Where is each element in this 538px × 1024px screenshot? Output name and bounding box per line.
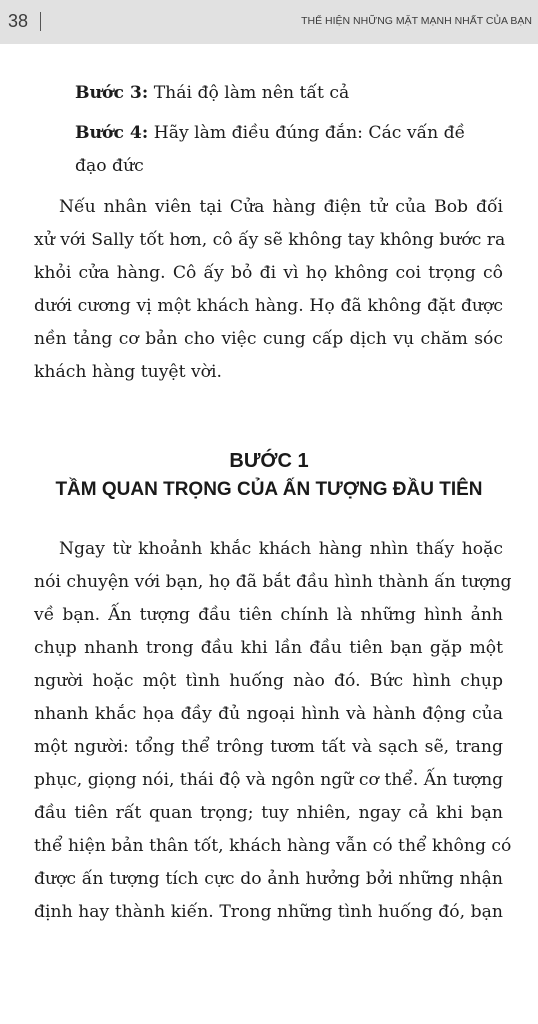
paragraph-line: người hoặc một tình huống nào đó. Bức hình chụp [34, 671, 503, 691]
paragraph-line: một người: tổng thể trông tươm tất và sạch sẽ, trang [34, 737, 503, 757]
step-3-label: Bước 3: [75, 83, 149, 103]
paragraph-line: đầu tiên rất quan trọng; tuy nhiên, ngay cả khi bạn [34, 803, 503, 823]
paragraph-line: thể hiện bản thân tốt, khách hàng vẫn có thể không có [34, 836, 512, 856]
paragraph-line: nói chuyện với bạn, họ đã bắt đầu hình thành ấn tượng [34, 572, 512, 592]
paragraph-line: dưới cương vị một khách hàng. Họ đã không đặt được [34, 296, 503, 316]
paragraph-line: Ngay từ khoảnh khắc khách hàng nhìn thấy hoặc [59, 539, 503, 559]
page-header [0, 0, 538, 44]
step-3-line [75, 77, 495, 110]
step-4-line [75, 117, 495, 150]
running-title: THỂ HIỆN NHỮNG MẶT MẠNH NHẤT CỦA BẠN [301, 15, 532, 27]
paragraph-line: nền tảng cơ bản cho việc cung cấp dịch vụ chăm sóc [34, 329, 503, 349]
paragraph-line: khách hàng tuyệt vời. [34, 362, 222, 382]
step-4-label: Bước 4: [75, 123, 149, 143]
paragraph-line: về bạn. Ấn tượng đầu tiên chính là những hình ảnh [34, 605, 503, 625]
paragraph-line: khỏi cửa hàng. Cô ấy bỏ đi vì họ không coi trọng cô [34, 263, 503, 283]
page-number: 38 [8, 11, 29, 31]
paragraph-line: định hay thành kiến. Trong những tình huống đó, bạn [34, 902, 503, 922]
header-divider [40, 12, 41, 31]
step-4-text-continued: đạo đức [75, 156, 144, 176]
section-label: BƯỚC 1 [229, 450, 309, 472]
paragraph-line: Nếu nhân viên tại Cửa hàng điện tử của Bob đối [59, 197, 503, 217]
step-4-text: Hãy làm điều đúng đắn: Các vấn đề [148, 123, 466, 143]
paragraph-line: chụp nhanh trong đầu khi lần đầu tiên bạn gặp một [34, 638, 503, 658]
paragraph-line: phục, giọng nói, thái độ và ngôn ngữ cơ thể. Ấn tượng [34, 770, 504, 790]
paragraph-line: được ấn tượng tích cực do ảnh hưởng bởi những nhận [34, 869, 503, 889]
step-3-text: Thái độ làm nên tất cả [148, 83, 350, 103]
paragraph-line: nhanh khắc họa đầy đủ ngoại hình và hành động của [34, 704, 503, 724]
section-title: TẦM QUAN TRỌNG CỦA ẤN TƯỢNG ĐẦU TIÊN [55, 479, 483, 500]
paragraph-line: xử với Sally tốt hơn, cô ấy sẽ không tay không bước ra [34, 230, 506, 250]
